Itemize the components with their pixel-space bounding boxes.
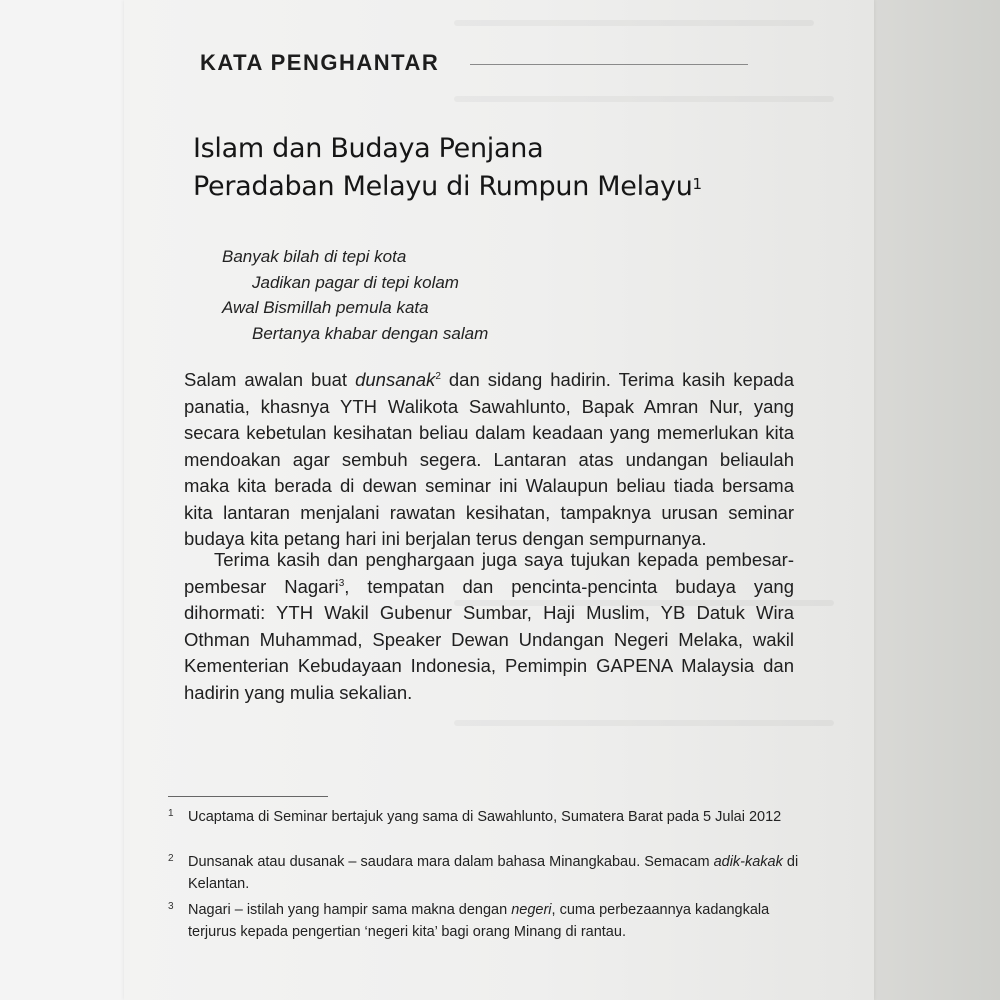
paragraph-greeting	[184, 367, 794, 553]
footnote-text	[188, 851, 818, 895]
paragraph-text: dan sidang hadirin. Terima kasih kepada panatia, khasnya YTH Walikota Sawahlunto, Bapak Amran Nur, yang secara kebetulan kesihatan beliau dalam keadaan yang memerlukan kita mendoakan agar sembuh segera. Lantaran atas undangan beliaulah maka kita berada di dewan seminar ini Walaupun beliau tiada bersama kita lantaran menjalani rawatan kesihatan, tampaknya urusan seminar budaya kita petang hari ini berjalan terus dengan sempurnanya.	[184, 369, 794, 549]
footnote-3	[168, 899, 818, 943]
chapter-title-line1: Islam dan Budaya Penjana	[193, 133, 544, 164]
emphasis-adik-kakak: adik-kakak	[713, 854, 783, 870]
footnote-2	[168, 851, 818, 895]
show-through-text	[454, 20, 814, 26]
pantun-line: Bertanya khabar dengan salam	[252, 323, 489, 343]
paragraph-text: , tempatan dan pencinta-pencinta budaya yang dihormati: YTH Wakil Gubenur Sumbar, Haji Muslim, YB Datuk Wira Othman Muhammad, Speaker Dewan Undangan Negeri Melaka, wakil Kementerian Kebudayaan Indonesia, Pemimpin GAPENA Malaysia dan hadirin yang mulia sekalian.	[184, 575, 795, 703]
footnote-text-part: , cuma perbezaannya kadangkala terjurus kepada pengertian ‘negeri kita’ bagi orang Minang di rantau.	[188, 902, 770, 940]
title-rule	[470, 64, 748, 65]
paragraph-thanks	[184, 547, 794, 706]
emphasis-negeri: negeri	[511, 902, 552, 918]
chapter-title	[193, 130, 702, 206]
footnote-text-part: Nagari – istilah yang hampir sama makna dengan	[188, 902, 512, 918]
paragraph-text: Terima kasih dan penghargaan juga saya tujukan kepada pembesar-pembesar Nagari	[184, 549, 794, 597]
show-through-text	[454, 720, 834, 726]
footnote-ref-3[interactable]: 3	[338, 577, 345, 589]
footnote-ref-2[interactable]: 2	[435, 370, 441, 382]
section-title: KATA PENGHANTAR	[200, 50, 440, 75]
show-through-text	[454, 96, 834, 102]
footnote-text-part: Dunsanak atau dusanak – saudara mara dalam bahasa Minangkabau. Semacam	[188, 854, 714, 870]
footnote-text-part: di Kelantan.	[188, 854, 799, 892]
footnote-text	[188, 899, 818, 943]
pantun-line: Jadikan pagar di tepi kolam	[252, 272, 459, 292]
paragraph-text: Salam awalan buat	[184, 369, 356, 390]
chapter-title-line2: Peradaban Melayu di Rumpun Melayu	[193, 171, 693, 202]
footnote-separator	[168, 796, 328, 797]
desk-background-right	[872, 0, 1000, 1000]
footnote-ref-1[interactable]: 1	[692, 175, 702, 193]
emphasis-dunsanak: dunsanak	[355, 369, 436, 390]
pantun-verse	[222, 244, 488, 346]
footnote-number: 2	[168, 853, 174, 864]
footnote-text: Ucaptama di Seminar bertajuk yang sama di Sawahlunto, Sumatera Barat pada 5 Julai 2012	[188, 809, 782, 825]
footnote-number: 3	[168, 901, 174, 912]
footnote-number: 1	[168, 808, 174, 819]
desk-background-left	[0, 0, 126, 1000]
footnote-1	[168, 806, 818, 828]
pantun-line: Banyak bilah di tepi kota	[222, 247, 407, 266]
pantun-line: Awal Bismillah pemula kata	[222, 298, 429, 317]
